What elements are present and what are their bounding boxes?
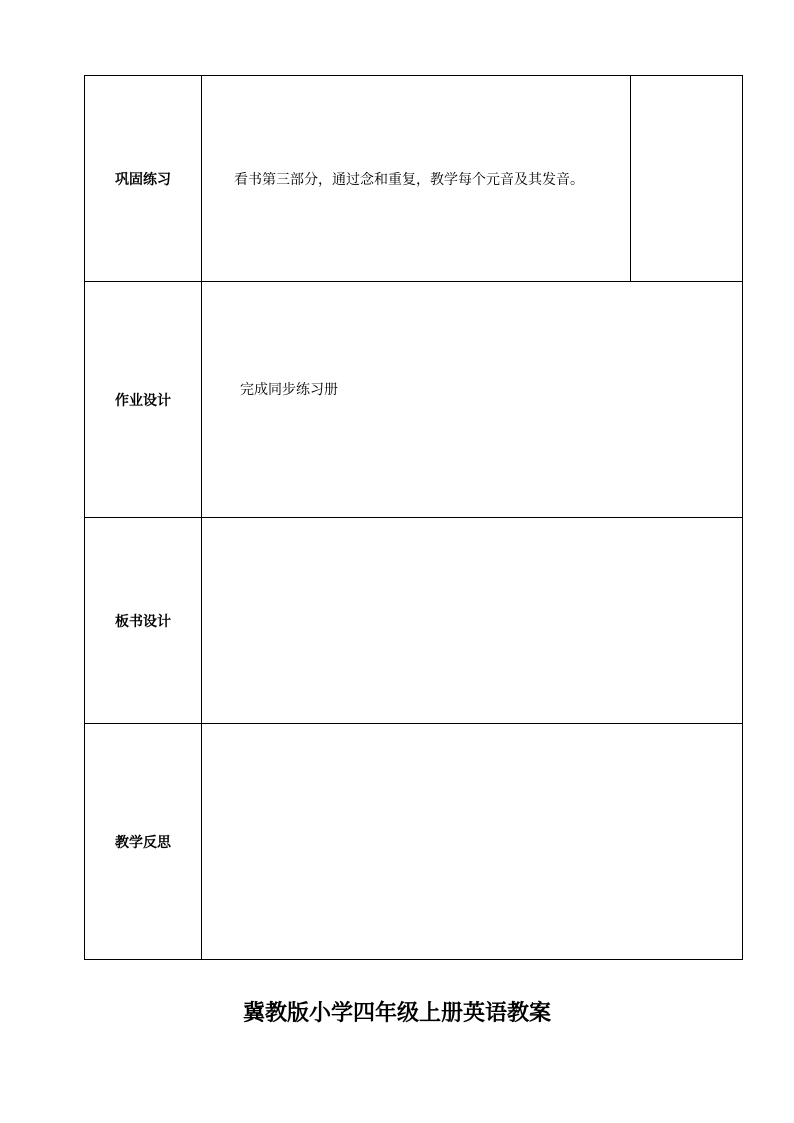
empty-side-cell xyxy=(631,76,743,282)
table-row-homework-design xyxy=(85,282,743,518)
table-row-blackboard-design xyxy=(85,518,743,724)
content-homework-design xyxy=(202,282,743,518)
label-homework-design: 作业设计 xyxy=(85,282,202,518)
content-teaching-reflection xyxy=(202,724,743,960)
label-teaching-reflection: 教学反思 xyxy=(85,724,202,960)
label-consolidation-practice: 巩固练习 xyxy=(85,76,202,282)
label-blackboard-design: 板书设计 xyxy=(85,518,202,724)
content-text-homework-design: 完成同步练习册 xyxy=(240,382,338,398)
content-blackboard-design xyxy=(202,518,743,724)
content-consolidation-practice xyxy=(202,76,631,282)
table-row-teaching-reflection xyxy=(85,724,743,960)
table-row-consolidation-practice xyxy=(85,76,743,282)
lesson-plan-table xyxy=(84,75,743,960)
content-text-consolidation-practice: 看书第三部分，通过念和重复，教学每个元音及其发音。 xyxy=(234,171,584,188)
document-title: 冀教版小学四年级上册英语教案 xyxy=(242,1000,551,1026)
